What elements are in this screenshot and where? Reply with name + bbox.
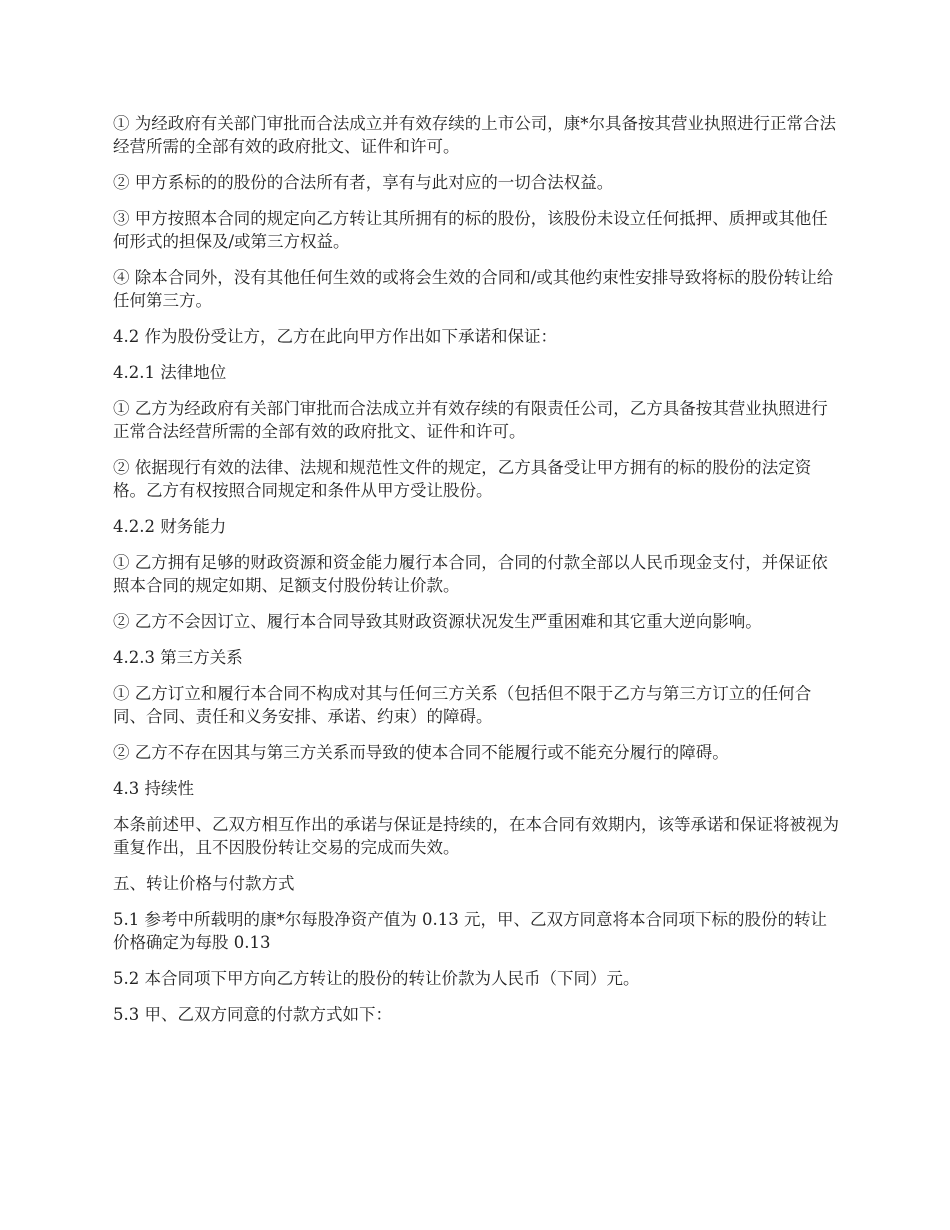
paragraph-5-2: 5.2 本合同项下甲方向乙方转让的股份的转让价款为人民币（下同）元。	[113, 969, 640, 988]
section-heading-4-2-3: 4.2.3 第三方关系	[113, 648, 243, 667]
paragraph-financial-1: ① 乙方拥有足够的财政资源和资金能力履行本合同，合同的付款全部以人民币现金支付，并保证依照本合同的规定如期、足额支付股份转让价款。	[113, 553, 828, 595]
paragraph-legal-status-2: ② 依据现行有效的法律、法规和规范性文件的规定，乙方具备受让甲方拥有的标的股份的法定资格。乙方有权按照合同规定和条件从甲方受让股份。	[113, 458, 812, 500]
paragraph-continuity: 本条前述甲、乙双方相互作出的承诺与保证是持续的，在本合同有效期内，该等承诺和保证将被视为重复作出，且不因股份转让交易的完成而失效。	[113, 815, 839, 857]
paragraph-5-3: 5.3 甲、乙双方同意的付款方式如下：	[113, 1005, 392, 1024]
paragraph-warranty-4: ④ 除本合同外，没有其他任何生效的或将会生效的合同和/或其他约束性安排导致将标的股份转让给任何第三方。	[113, 268, 834, 310]
document-body	[113, 112, 840, 1039]
paragraph-warranty-3: ③ 甲方按照本合同的规定向乙方转让其所拥有的标的股份，该股份未设立任何抵押、质押或其他任何形式的担保及/或第三方权益。	[113, 209, 828, 251]
paragraph-financial-2: ② 乙方不会因订立、履行本合同导致其财政资源状况发生严重困难和其它重大逆向影响。	[113, 612, 762, 631]
section-heading-five: 五、转让价格与付款方式	[113, 874, 295, 893]
section-heading-4-2: 4.2 作为股份受让方，乙方在此向甲方作出如下承诺和保证：	[113, 327, 557, 346]
paragraph-warranty-1: ① 为经政府有关部门审批而合法成立并有效存续的上市公司，康*尔具备按其营业执照进行正常合法经营所需的全部有效的政府批文、证件和许可。	[113, 114, 836, 156]
paragraph-5-1: 5.1 参考中所载明的康*尔每股净资产值为 0.13 元，甲、乙双方同意将本合同项下标的股份的转让价格确定为每股 0.13	[113, 910, 827, 952]
section-heading-4-2-1: 4.2.1 法律地位	[113, 363, 227, 382]
section-heading-4-3: 4.3 持续性	[113, 779, 194, 798]
section-heading-4-2-2: 4.2.2 财务能力	[113, 517, 227, 536]
paragraph-legal-status-1: ① 乙方为经政府有关部门审批而合法成立并有效存续的有限责任公司，乙方具备按其营业执照进行正常合法经营所需的全部有效的政府批文、证件和许可。	[113, 399, 828, 441]
paragraph-warranty-2: ② 甲方系标的的股份的合法所有者，享有与此对应的一切合法权益。	[113, 173, 614, 192]
paragraph-third-party-1: ① 乙方订立和履行本合同不构成对其与任何三方关系（包括但不限于乙方与第三方订立的任何合同、合同、责任和义务安排、承诺、约束）的障碍。	[113, 684, 812, 726]
paragraph-third-party-2: ② 乙方不存在因其与第三方关系而导致的使本合同不能履行或不能充分履行的障碍。	[113, 743, 729, 762]
